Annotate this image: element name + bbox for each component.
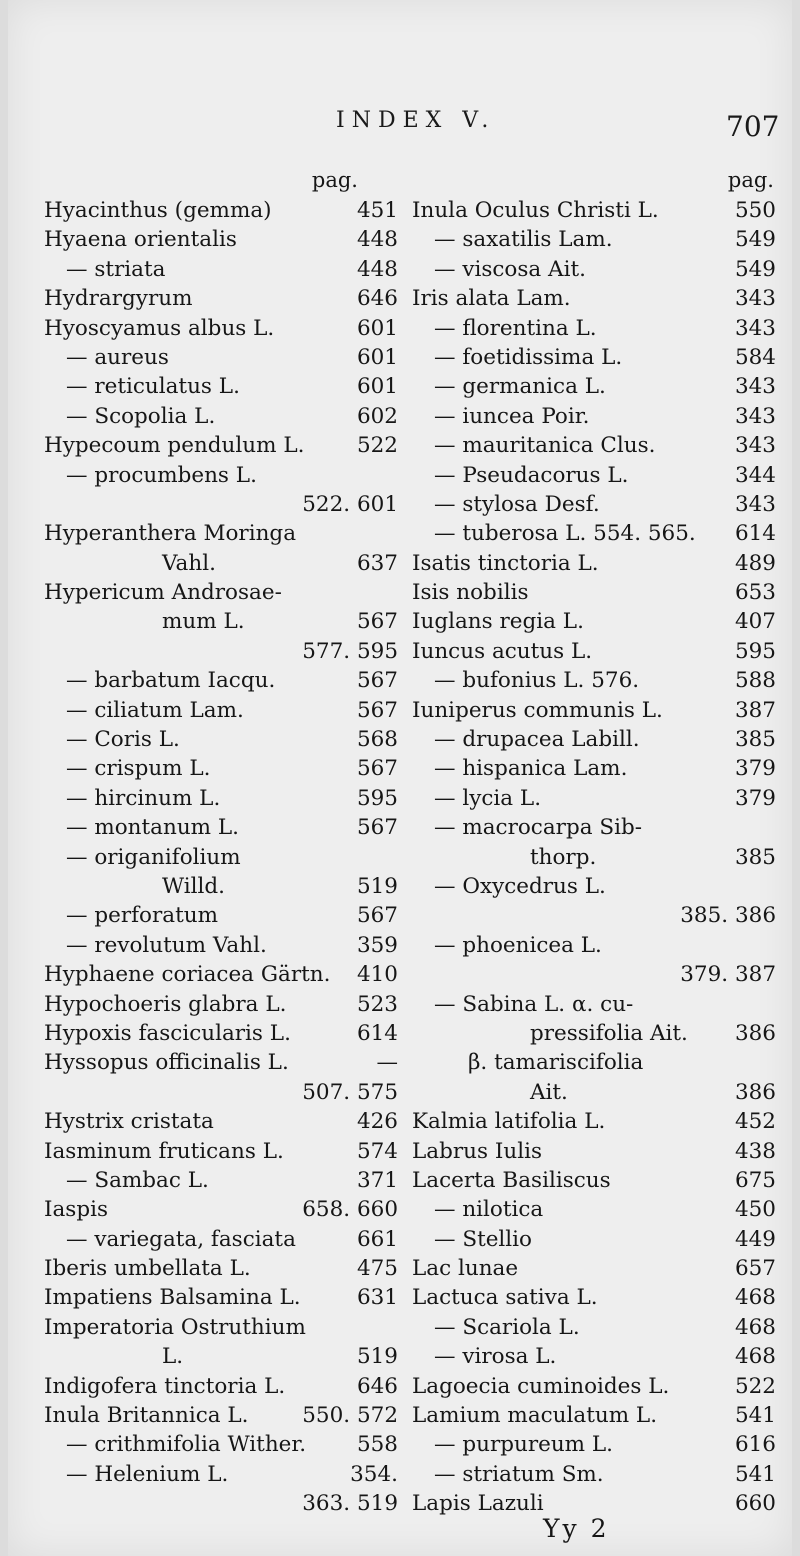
entry-page-ref: 523 xyxy=(356,991,398,1017)
entry-term: Hypecoum pendulum L. xyxy=(44,433,305,459)
index-entry xyxy=(44,1166,398,1195)
entry-term: Hyperanthera Moringa xyxy=(44,521,297,547)
entry-page-ref: 601 xyxy=(356,344,398,370)
entry-page-ref: 567 xyxy=(356,668,398,694)
index-entry xyxy=(44,990,398,1019)
index-entry xyxy=(412,1166,776,1195)
entry-term: Isis nobilis xyxy=(412,580,529,606)
entry-term: β. tamariscifolia xyxy=(468,1050,644,1076)
entry-term: — Helenium L. xyxy=(66,1461,229,1487)
index-entry xyxy=(44,960,398,989)
entry-term: Impatiens Balsamina L. xyxy=(44,1285,301,1311)
entry-term: Lapis Lazuli xyxy=(412,1491,544,1517)
entry-term: Lacerta Basiliscus xyxy=(412,1167,611,1193)
entry-term: Hypericum Androsae- xyxy=(44,580,282,606)
entry-page-ref: 601 xyxy=(356,315,398,341)
entry-term: Isatis tinctoria L. xyxy=(412,550,599,576)
entry-term: — purpureum L. xyxy=(434,1432,614,1458)
entry-page-ref: 448 xyxy=(356,227,398,253)
entry-page-ref: 567 xyxy=(356,697,398,723)
entry-page-ref: 522 xyxy=(734,1373,776,1399)
index-entry xyxy=(44,1048,398,1077)
index-entry xyxy=(44,1460,398,1489)
entry-term: Iaspis xyxy=(44,1197,109,1223)
index-entry xyxy=(412,402,776,431)
index-entry xyxy=(44,843,398,872)
index-column-left xyxy=(44,168,398,1519)
index-entry xyxy=(44,725,398,754)
entry-term: — aureus xyxy=(66,344,169,370)
entry-term: Indigofera tinctoria L. xyxy=(44,1373,286,1399)
entry-term: Lamium maculatum L. xyxy=(412,1403,658,1429)
entry-term: — striata xyxy=(66,256,166,282)
entry-page-ref: 363. 519 xyxy=(302,1491,398,1517)
entry-term: — viscosa Ait. xyxy=(434,256,586,282)
entry-page-ref: 550 xyxy=(734,198,776,223)
entry-page-ref: 386 xyxy=(734,1079,776,1105)
index-entry xyxy=(44,754,398,783)
entry-term: Iuglans regia L. xyxy=(412,609,584,635)
index-entry xyxy=(44,1342,398,1371)
entry-page-ref: 468 xyxy=(734,1314,776,1340)
index-entry xyxy=(44,607,398,636)
index-entry xyxy=(44,931,398,960)
entry-page-ref: 489 xyxy=(734,550,776,576)
entry-page-ref: 558 xyxy=(356,1432,398,1458)
entry-term: — foetidissima L. xyxy=(434,344,623,370)
index-entry xyxy=(44,901,398,930)
entry-page-ref: 507. 575 xyxy=(302,1079,398,1105)
entry-page-ref: 438 xyxy=(734,1138,776,1164)
entry-page-ref: 577. 595 xyxy=(302,638,398,664)
index-entry xyxy=(412,549,776,578)
entry-page-ref: 379. 387 xyxy=(680,962,776,988)
index-entry xyxy=(44,1078,398,1107)
entry-page-ref: — xyxy=(376,1050,398,1076)
entry-term: — hispanica Lam. xyxy=(434,756,628,782)
index-entry xyxy=(44,578,398,607)
entry-term: Kalmia latifolia L. xyxy=(412,1109,606,1135)
entry-term: Hydrargyrum xyxy=(44,286,193,312)
entry-term: Iberis umbellata L. xyxy=(44,1256,251,1282)
index-entry xyxy=(412,931,776,960)
entry-page-ref: 567 xyxy=(356,815,398,841)
entry-term: — variegata, fasciata xyxy=(66,1226,296,1252)
index-entry xyxy=(412,960,776,989)
entry-page-ref: 379 xyxy=(734,756,776,782)
index-entry xyxy=(412,1078,776,1107)
entry-page-ref: 385 xyxy=(734,844,776,870)
entry-term: — Oxycedrus L. xyxy=(434,873,606,899)
index-entry xyxy=(412,754,776,783)
entry-term: — origanifolium xyxy=(66,844,241,870)
entry-term: Iuncus acutus L. xyxy=(412,638,593,664)
entry-term: — germanica L. xyxy=(434,374,606,400)
entry-page-ref: 519 xyxy=(356,873,398,899)
entry-term: — iuncea Poir. xyxy=(434,403,590,429)
entry-term: — Scopolia L. xyxy=(66,403,216,429)
entry-page-ref: 550. 572 xyxy=(302,1403,398,1429)
entry-term: — florentina L. xyxy=(434,315,597,341)
entry-term: Hypochoeris glabra L. xyxy=(44,991,287,1017)
entry-page-ref: 675 xyxy=(734,1167,776,1193)
entry-page-ref: 387 xyxy=(734,697,776,723)
entry-term: — phoenicea L. xyxy=(434,932,602,958)
entry-page-ref: 646 xyxy=(356,1373,398,1399)
entry-term: Imperatoria Ostruthium xyxy=(44,1314,306,1340)
index-entry xyxy=(412,1225,776,1254)
entry-term: Lactuca sativa L. xyxy=(412,1285,598,1311)
entry-term: Lac lunae xyxy=(412,1256,519,1282)
entry-term: Inula Oculus Christi L. xyxy=(412,198,659,223)
entry-term: thorp. xyxy=(530,844,597,870)
entry-page-ref: 385 xyxy=(734,727,776,753)
index-entry xyxy=(412,284,776,313)
entry-page-ref: 343 xyxy=(734,403,776,429)
entry-term: Inula Britannica L. xyxy=(44,1403,249,1429)
index-entry xyxy=(44,1254,398,1283)
index-entry xyxy=(412,607,776,636)
entry-term: — virosa L. xyxy=(434,1344,557,1370)
index-entry xyxy=(412,696,776,725)
index-entry xyxy=(412,666,776,695)
entry-page-ref: 574 xyxy=(356,1138,398,1164)
index-entry xyxy=(44,696,398,725)
index-entry xyxy=(412,637,776,666)
entry-term: — perforatum xyxy=(66,903,218,929)
entry-page-ref: 614 xyxy=(356,1020,398,1046)
entry-page-ref: 522. 601 xyxy=(302,491,398,517)
entry-term: — procumbens L. xyxy=(66,462,257,488)
entry-term: — Sambac L. xyxy=(66,1167,209,1193)
entry-page-ref: 567 xyxy=(356,756,398,782)
index-entry xyxy=(412,461,776,490)
index-entry xyxy=(412,1460,776,1489)
index-entry xyxy=(412,578,776,607)
entry-page-ref: 354. xyxy=(350,1461,398,1487)
entry-term: Willd. xyxy=(162,873,225,899)
entry-term: — barbatum Iacqu. xyxy=(66,668,276,694)
index-entry xyxy=(412,872,776,901)
entry-page-ref: 661 xyxy=(356,1226,398,1252)
book-page xyxy=(8,0,792,1556)
index-entry xyxy=(44,225,398,254)
entry-term: — tuberosa L. 554. 565. xyxy=(434,521,696,547)
entry-page-ref: 448 xyxy=(356,256,398,282)
entry-page-ref: 359 xyxy=(356,932,398,958)
entry-page-ref: 567 xyxy=(356,903,398,929)
entry-term: Ait. xyxy=(530,1079,568,1105)
index-entry xyxy=(412,196,776,225)
index-entry xyxy=(44,1195,398,1224)
entry-term: — mauritanica Clus. xyxy=(434,433,656,459)
entry-page-ref: 616 xyxy=(734,1432,776,1458)
index-entry xyxy=(412,1019,776,1048)
entry-page-ref: 541 xyxy=(734,1403,776,1429)
index-entry xyxy=(44,490,398,519)
index-entry xyxy=(412,490,776,519)
entry-term: — Sabina L. α. cu- xyxy=(434,991,634,1017)
entry-page-ref: 451 xyxy=(356,198,398,223)
index-entry xyxy=(412,1137,776,1166)
entry-page-ref: 407 xyxy=(734,609,776,635)
entry-term: — crithmifolia Wither. xyxy=(66,1432,307,1458)
entry-term: Iasminum fruticans L. xyxy=(44,1138,284,1164)
entry-term: Lagoecia cuminoides L. xyxy=(412,1373,670,1399)
index-entry xyxy=(44,402,398,431)
index-entry xyxy=(44,666,398,695)
index-entry xyxy=(44,1137,398,1166)
entry-term: Hystrix cristata xyxy=(44,1109,214,1135)
entry-term: Hyssopus officinalis L. xyxy=(44,1050,289,1076)
entry-page-ref: 385. 386 xyxy=(680,903,776,929)
index-entry xyxy=(44,1372,398,1401)
entry-term: — ciliatum Lam. xyxy=(66,697,244,723)
entry-page-ref: 588 xyxy=(734,668,776,694)
index-entry xyxy=(412,725,776,754)
index-entry xyxy=(412,1283,776,1312)
index-entry xyxy=(412,901,776,930)
index-entry xyxy=(412,1254,776,1283)
entry-term: — macrocarpa Sib- xyxy=(434,815,642,841)
index-entry xyxy=(412,1195,776,1224)
entry-term: — drupacea Labill. xyxy=(434,727,640,753)
entry-term: Hyacinthus (gemma) xyxy=(44,198,272,223)
entry-term: — crispum L. xyxy=(66,756,211,782)
index-entry xyxy=(44,343,398,372)
index-entry xyxy=(44,461,398,490)
index-entry xyxy=(44,314,398,343)
index-entry xyxy=(44,813,398,842)
entry-page-ref: 344 xyxy=(734,462,776,488)
entry-term: — nilotica xyxy=(434,1197,544,1223)
index-entry xyxy=(44,431,398,460)
entry-term: — stylosa Desf. xyxy=(434,491,600,517)
entry-term: Labrus Iulis xyxy=(412,1138,542,1164)
index-entry xyxy=(412,1313,776,1342)
entry-page-ref: 450 xyxy=(734,1197,776,1223)
entry-page-ref: 379 xyxy=(734,785,776,811)
entry-page-ref: 602 xyxy=(356,403,398,429)
entry-term: — Coris L. xyxy=(66,727,180,753)
entry-page-ref: 658. 660 xyxy=(302,1197,398,1223)
entry-term: — montanum L. xyxy=(66,815,239,841)
index-entry xyxy=(412,255,776,284)
entry-page-ref: 343 xyxy=(734,491,776,517)
entry-page-ref: 410 xyxy=(356,962,398,988)
entry-page-ref: 595 xyxy=(734,638,776,664)
entry-page-ref: 468 xyxy=(734,1285,776,1311)
entry-page-ref: 653 xyxy=(734,580,776,606)
entry-term: — hircinum L. xyxy=(66,785,221,811)
entry-term: — striatum Sm. xyxy=(434,1461,604,1487)
index-entry xyxy=(44,784,398,813)
index-entry xyxy=(44,1019,398,1048)
entry-page-ref: 343 xyxy=(734,374,776,400)
entry-page-ref: 660 xyxy=(734,1491,776,1517)
pag-column-heading: pag. xyxy=(727,168,774,192)
entry-page-ref: 452 xyxy=(734,1109,776,1135)
entry-page-ref: 468 xyxy=(734,1344,776,1370)
index-entry xyxy=(44,284,398,313)
entry-page-ref: 567 xyxy=(356,609,398,635)
entry-page-ref: 343 xyxy=(734,286,776,312)
index-entry xyxy=(412,784,776,813)
index-entry xyxy=(412,1342,776,1371)
index-entry xyxy=(412,431,776,460)
entry-term: Iris alata Lam. xyxy=(412,286,571,312)
index-entry xyxy=(44,255,398,284)
entry-page-ref: 475 xyxy=(356,1256,398,1282)
entry-page-ref: 343 xyxy=(734,315,776,341)
index-entry xyxy=(412,372,776,401)
entry-term: — Stellio xyxy=(434,1226,532,1252)
entry-term: — Scariola L. xyxy=(434,1314,580,1340)
entry-term: Hypoxis fascicularis L. xyxy=(44,1020,291,1046)
entry-page-ref: 637 xyxy=(356,550,398,576)
entry-term: — reticulatus L. xyxy=(66,374,240,400)
index-entry xyxy=(44,372,398,401)
entry-page-ref: 371 xyxy=(356,1167,398,1193)
entry-page-ref: 549 xyxy=(734,227,776,253)
entry-term: — Pseudacorus L. xyxy=(434,462,629,488)
index-entry xyxy=(412,1430,776,1459)
entry-page-ref: 343 xyxy=(734,433,776,459)
entry-page-ref: 646 xyxy=(356,286,398,312)
entry-term: Hyoscyamus albus L. xyxy=(44,315,275,341)
entry-term: pressifolia Ait. xyxy=(530,1020,688,1046)
entry-term: — revolutum Vahl. xyxy=(66,932,267,958)
index-entry xyxy=(44,196,398,225)
entry-page-ref: 549 xyxy=(734,256,776,282)
index-entry xyxy=(412,1401,776,1430)
entry-term: — saxatilis Lam. xyxy=(434,227,613,253)
index-entry xyxy=(412,343,776,372)
entry-term: — bufonius L. 576. xyxy=(434,668,640,694)
index-entry xyxy=(412,1372,776,1401)
entry-term: — lycia L. xyxy=(434,785,542,811)
entry-page-ref: 614 xyxy=(734,521,776,547)
index-entry xyxy=(44,519,398,548)
page-number: 707 xyxy=(726,110,780,143)
entry-page-ref: 449 xyxy=(734,1226,776,1252)
index-entry xyxy=(44,1401,398,1430)
entry-page-ref: 426 xyxy=(356,1109,398,1135)
signature-mark: Yy 2 xyxy=(543,1514,610,1543)
index-entry xyxy=(44,1313,398,1342)
entry-page-ref: 595 xyxy=(356,785,398,811)
index-entry xyxy=(412,990,776,1019)
entry-page-ref: 568 xyxy=(356,727,398,753)
pag-column-heading: pag. xyxy=(311,168,358,192)
page-header-title: INDEX V. xyxy=(336,108,496,133)
entry-page-ref: 657 xyxy=(734,1256,776,1282)
index-entry xyxy=(412,519,776,548)
entry-page-ref: 522 xyxy=(356,433,398,459)
index-entry xyxy=(44,1430,398,1459)
entry-page-ref: 386 xyxy=(734,1020,776,1046)
index-entry xyxy=(44,1107,398,1136)
entry-term: mum L. xyxy=(162,609,245,635)
entry-page-ref: 601 xyxy=(356,374,398,400)
index-entry xyxy=(44,1489,398,1518)
index-column-right xyxy=(412,168,776,1519)
entry-page-ref: 541 xyxy=(734,1461,776,1487)
index-entry xyxy=(412,813,776,842)
entry-term: L. xyxy=(162,1344,184,1370)
index-entry xyxy=(44,637,398,666)
index-entry xyxy=(412,1048,776,1077)
index-entry xyxy=(412,1107,776,1136)
index-entry xyxy=(412,314,776,343)
entry-page-ref: 584 xyxy=(734,344,776,370)
entry-term: Hyphaene coriacea Gärtn. xyxy=(44,962,331,988)
entry-term: Vahl. xyxy=(162,550,216,576)
entry-term: Iuniperus communis L. xyxy=(412,697,663,723)
index-entry xyxy=(44,872,398,901)
index-entry xyxy=(412,843,776,872)
index-entry xyxy=(44,549,398,578)
entry-term: Hyaena orientalis xyxy=(44,227,237,253)
index-entry xyxy=(44,1283,398,1312)
index-entry xyxy=(44,1225,398,1254)
entry-page-ref: 631 xyxy=(356,1285,398,1311)
index-entry xyxy=(412,225,776,254)
entry-page-ref: 519 xyxy=(356,1344,398,1370)
